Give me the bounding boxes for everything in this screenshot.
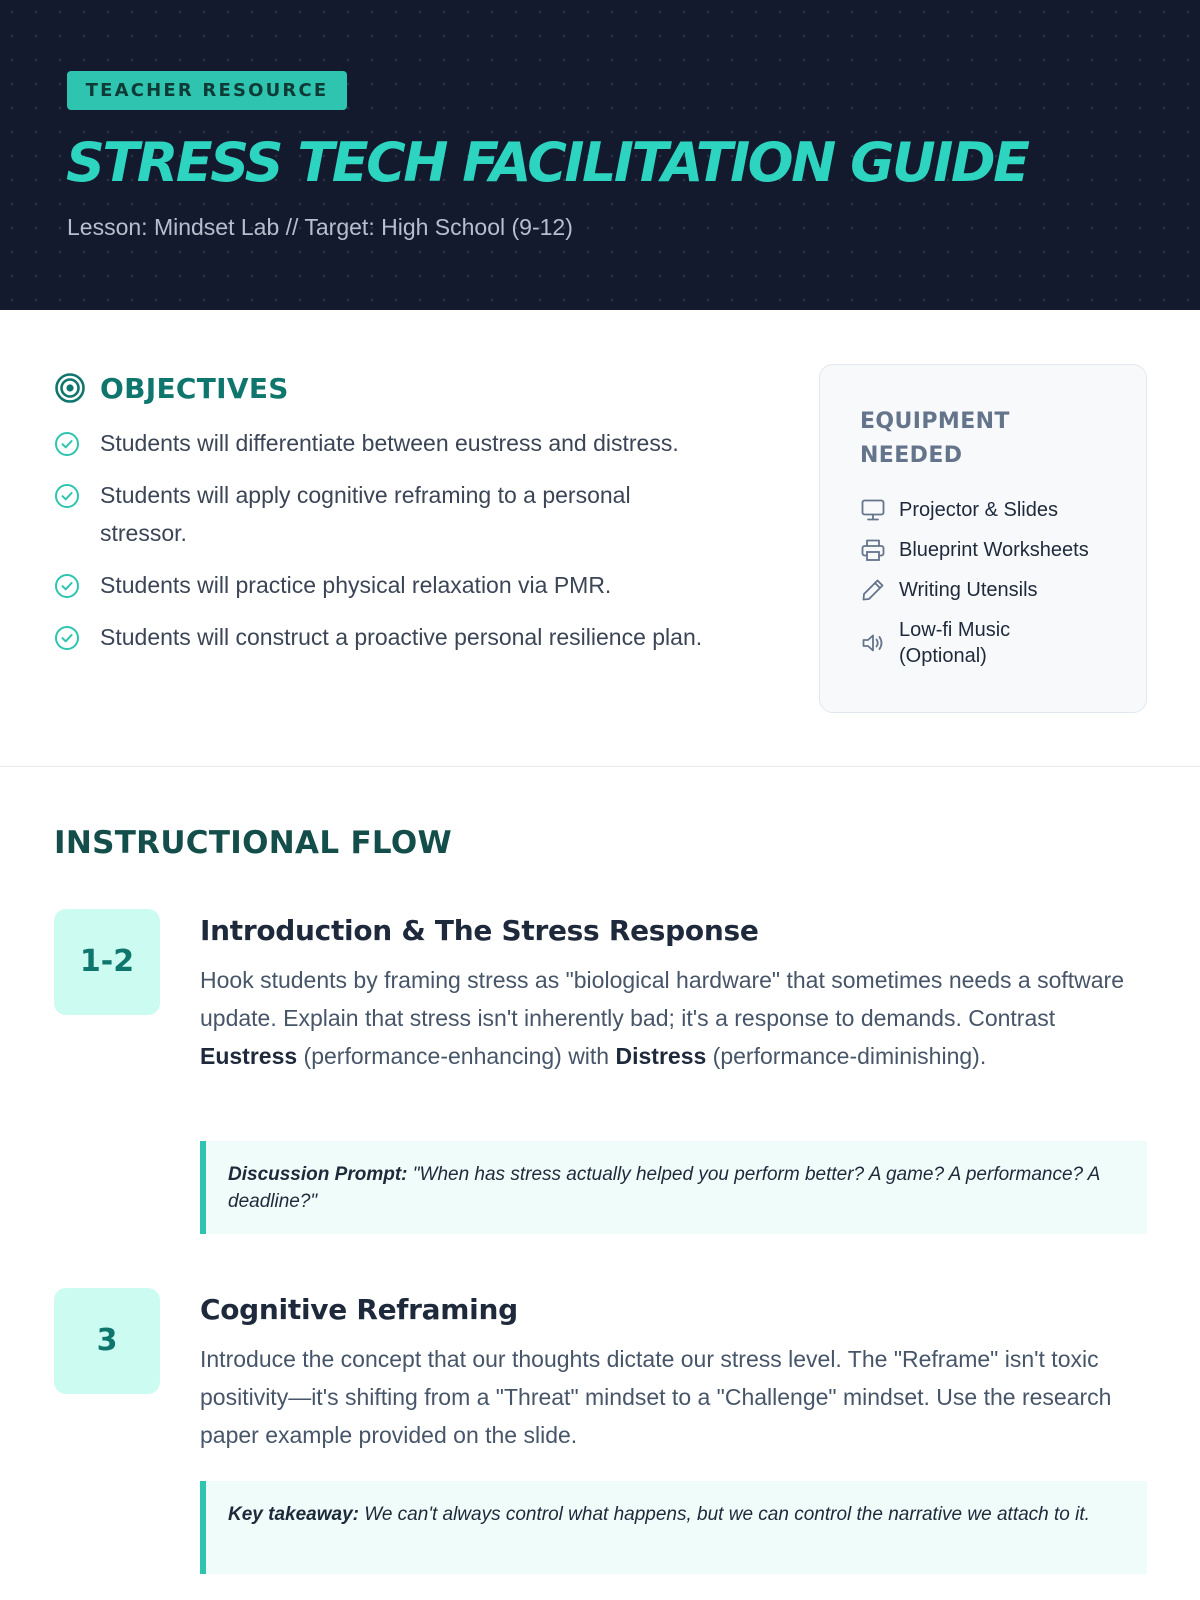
- key-takeaway-callout: [200, 1481, 1147, 1574]
- monitor-icon: [860, 497, 886, 523]
- objectives-header: [54, 368, 289, 408]
- step-body-text: Hook students by framing stress as "biological hardware" that sometimes needs a software update. Explain that stress isn't inherently bad; it's a response to demands. Contrast: [200, 967, 1124, 1031]
- objective-text: Students will differentiate between eustress and distress.: [100, 430, 679, 456]
- objectives-heading: OBJECTIVES: [100, 371, 289, 405]
- header-banner: [0, 0, 1200, 310]
- page-title: STRESS TECH FACILITATION GUIDE: [66, 131, 1028, 194]
- step-number-badge: 1-2: [54, 909, 160, 1015]
- step-body: [200, 961, 1140, 1075]
- callout-label: Key takeaway:: [228, 1504, 359, 1525]
- objective-item: [54, 572, 794, 604]
- equipment-label: Writing Utensils: [899, 579, 1038, 601]
- eustress-term: Eustress: [200, 1043, 298, 1069]
- target-icon: [54, 372, 86, 404]
- equipment-label: Blueprint Worksheets: [899, 539, 1089, 561]
- page-subtitle: Lesson: Mindset Lab // Target: High School (9-12): [67, 214, 573, 240]
- callout-label: Discussion Prompt:: [228, 1164, 408, 1185]
- check-circle-icon: [54, 431, 80, 457]
- objectives-list: [54, 430, 794, 676]
- check-circle-icon: [54, 573, 80, 599]
- equipment-list: [860, 497, 1130, 683]
- distress-term: Distress: [615, 1043, 707, 1069]
- objective-text: Students will construct a proactive personal resilience plan.: [100, 624, 703, 650]
- step-body: Introduce the concept that our thoughts dictate our stress level. The "Reframe" isn't toxic positivity—it's shifting from a "Threat" mindset to a "Challenge" mindset. Use the research paper example provided on the slide.: [200, 1346, 1112, 1448]
- check-circle-icon: [54, 483, 80, 509]
- equipment-label: Low-fi Music (Optional): [899, 619, 1011, 667]
- printer-icon: [860, 537, 886, 563]
- objective-text: Students will practice physical relaxation via PMR.: [100, 572, 612, 598]
- objective-item: [54, 430, 794, 462]
- step-number-badge: 3: [54, 1288, 160, 1394]
- speaker-icon: [860, 630, 886, 656]
- objective-text: Students will apply cognitive reframing to a personal stressor.: [100, 482, 631, 546]
- equipment-label: Projector & Slides: [899, 499, 1058, 521]
- flow-heading: INSTRUCTIONAL FLOW: [54, 825, 453, 861]
- equipment-item: [860, 577, 1130, 603]
- equipment-item: [860, 617, 1130, 669]
- equipment-heading: EQUIPMENT NEEDED: [860, 409, 1010, 468]
- equipment-item: [860, 497, 1130, 523]
- step-title: Introduction & The Stress Response: [200, 914, 759, 947]
- callout-text: "When has stress actually helped you perform better? A game? A performance? A deadline?": [228, 1164, 1100, 1212]
- equipment-card: [819, 364, 1147, 713]
- objective-item: [54, 624, 794, 656]
- section-divider: [0, 766, 1200, 767]
- pencil-icon: [860, 577, 886, 603]
- objective-item: [54, 482, 794, 552]
- callout-text: We can't always control what happens, but we can control the narrative we attach to it.: [358, 1504, 1090, 1525]
- equipment-item: [860, 537, 1130, 563]
- step-body-text: (performance-diminishing).: [706, 1043, 987, 1069]
- step-title: Cognitive Reframing: [200, 1293, 518, 1326]
- teacher-resource-badge: TEACHER RESOURCE: [67, 71, 347, 110]
- check-circle-icon: [54, 625, 80, 651]
- step-body-text: (performance-enhancing) with: [297, 1043, 616, 1069]
- discussion-prompt-callout: [200, 1141, 1147, 1234]
